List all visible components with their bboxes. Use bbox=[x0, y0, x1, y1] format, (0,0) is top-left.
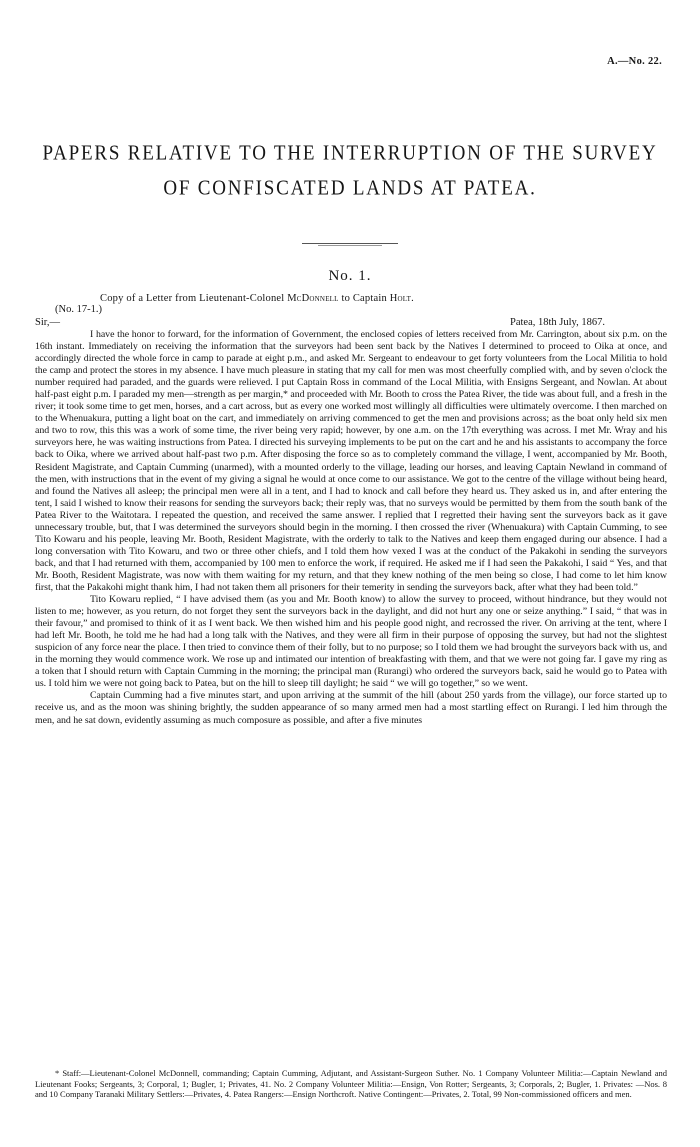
title-divider-inner bbox=[318, 245, 382, 246]
title-divider bbox=[302, 243, 398, 244]
title-line-1: PAPERS RELATIVE TO THE INTERRUPTION OF THE SURVEY bbox=[42, 141, 658, 166]
letter-caption bbox=[100, 293, 660, 304]
letter-ref: (No. 17-1.) bbox=[55, 304, 102, 315]
paragraph: I have the honor to forward, for the information of Government, the enclosed copies of letters received from Mr. Carrington, about six p.m. on the 16th instant. Immediately on receiving the information that the surveyors had been sent back by the Natives I determined to proceed to Oika at once, and accordingly directed the whole force in camp to parade at eight p.m., and asked Mr. Sergeant to endeavour to get forty volunteers from the Local Militia to hold the camp and protect the stores in my absence. I have much pleasure in stating that my call for men was most cheerfully complied with, and by seven o'clock the number required had paraded, and the guards were relieved. I put Captain Ross in command of the Local Militia, with Ensigns Sergeant, and Nowlan. At about half-past eight p.m. I paraded my men—strength as per margin,* and proceeded with Mr. Booth to cross the Patea River, the tide was about full, and a fresh in the river; it took some time to get men, horses, and a cart across, but as every one worked most willingly all difficulties were ultimately overcome. I then marched on to the Whenuakura, putting a light boat on the cart, and immediately on arriving commenced to get the men and provisions across; as the boat only held six men and two to row, this this was a work of some time, the river being very rapid; however, by one a.m. on the 17th everything was across. I met Mr. Wray and his surveyors here, he was waiting instructions from Patea. I directed his surveying implements to be put on the cart and he and his assistants to accompany the force back to Oika, where we arrived about half-past two p.m. After disposing the force so as to completely command the village, I went, accompanied by Mr. Booth, Resident Magistrate, and Captain Cumming (unarmed), with a mounted orderly to the village, leading our horses, and leaving Captain Newland in command of the men, with instructions that in the event of my giving a signal he would at once come to our assistance. We got to the centre of the village without being heard, and found the Natives all asleep; the principal men were all in a tent, and I had to knock and call before they heard us. They asked us in, and after entering the tent, I said I wished to know their reasons for sending the surveyors back; their reply was, that no surveys would be permitted by them from the south bank of the Patea River to the Waitotara. I repeated the question, and received the same answer. I replied that I regretted their having sent the surveyors back as it gave unnecessary trouble, but, that I was determined the surveyors should begin in the morning. I then crossed the river (Whenuakura) with Captain Cumming, to see Tito Kowaru and his people, leaving Mr. Booth, Resident Magistrate, with the orderly to talk to the Natives and keep them engaged during our absence. I had a long conversation with Tito Kowaru, and two or three other chiefs, and I told them how vexed I was at the conduct of the Pakakohi in sending the surveyors back, and that I had returned with them, accompanied by 100 men to enforce the work, if required. He asked me if I had seen the Pakakohi, I said “ Yes, and that Mr. Booth, Resident Magistrate, was now with them waiting for my return, and that they knew nothing of the men being so close, I had come to let him know first, that the Pakakohi might thank him, I had not taken them all prisoners for their temerity in sending the surveyors back, after what they had been told.” bbox=[35, 329, 667, 593]
caption-middle: to Captain bbox=[341, 293, 387, 304]
letter-body bbox=[35, 329, 667, 727]
title-line-2: OF CONFISCATED LANDS AT PATEA. bbox=[163, 176, 537, 201]
margin-footnote: * Staff:—Lieutenant-Colonel McDonnell, commanding; Captain Cumming, Adjutant, and Assistant-Surgeon Suther. No. 1 Company Volunteer Militia:—Captain Newland and Lieutenant Fooks; Sergeants, 3; Corporal, 1; Bugler, 1; Privates, 41. No. 2 Company Volunteer Militia:—Ensign, Von Rotter; Sergeants, 3; Corporals, 2; Bugler, 1. Privates: —Nos. 8 and 10 Company Taranaki Military Settlers:—Privates, 4. Patea Rangers:—Ensign Northcroft. Native Contingent:—Privates, 2. Total, 99 Non-commissioned officers and men. bbox=[35, 1068, 667, 1100]
caption-to: Holt. bbox=[389, 293, 414, 304]
paragraph: Captain Cumming had a five minutes start, and upon arriving at the summit of the hill (about 250 yards from the village), our force started up to receive us, and as the moon was shining brightly, the sudden appearance of so many armed men had a most startling effect on Rurangi. I led him through the men, and he sat down, evidently assuming as much composure as possible, and after a five minutes bbox=[35, 690, 667, 726]
paragraph: Tito Kowaru replied, “ I have advised them (as you and Mr. Booth know) to allow the survey to proceed, without hindrance, but they would not listen to me; however, as you return, do not forget they sent the surveyors back in the daylight, and did not hurt any one or seize anything.” I said, “ that was in their favour,” and promised to think of it as I went back. We then wished him and his people good night, and recrossed the river. On arriving at the tent, where I had left Mr. Booth, he told me he had had a long talk with the Natives, and they were all firm in their purpose of opposing the survey, but had not the slightest suspicion of any force near the place. I then tried to convince them of their folly, but to no purpose; so I told them we had brought the surveyors back with us, and in the morning they would commence work. We rose up and intimated our intention of breakfasting with them, and that we were not going far. I gave my ring as a token that I should return with Captain Cumming in the morning; the principal man (Rurangi) who ordered the surveyors back, said he would go to Patea with us. I told him we were not going back to Patea, but on the hill to sleep till daylight; he said “ we will go together,” so we went. bbox=[35, 594, 667, 690]
caption-from: McDonnell bbox=[287, 293, 339, 304]
letter-number: No. 1. bbox=[328, 268, 372, 284]
caption-prefix: Copy of a Letter from Lieutenant-Colonel bbox=[100, 293, 285, 304]
salutation: Sir,— bbox=[35, 317, 60, 328]
document-reference: A.—No. 22. bbox=[607, 56, 662, 67]
dateline: Patea, 18th July, 1867. bbox=[510, 317, 605, 328]
